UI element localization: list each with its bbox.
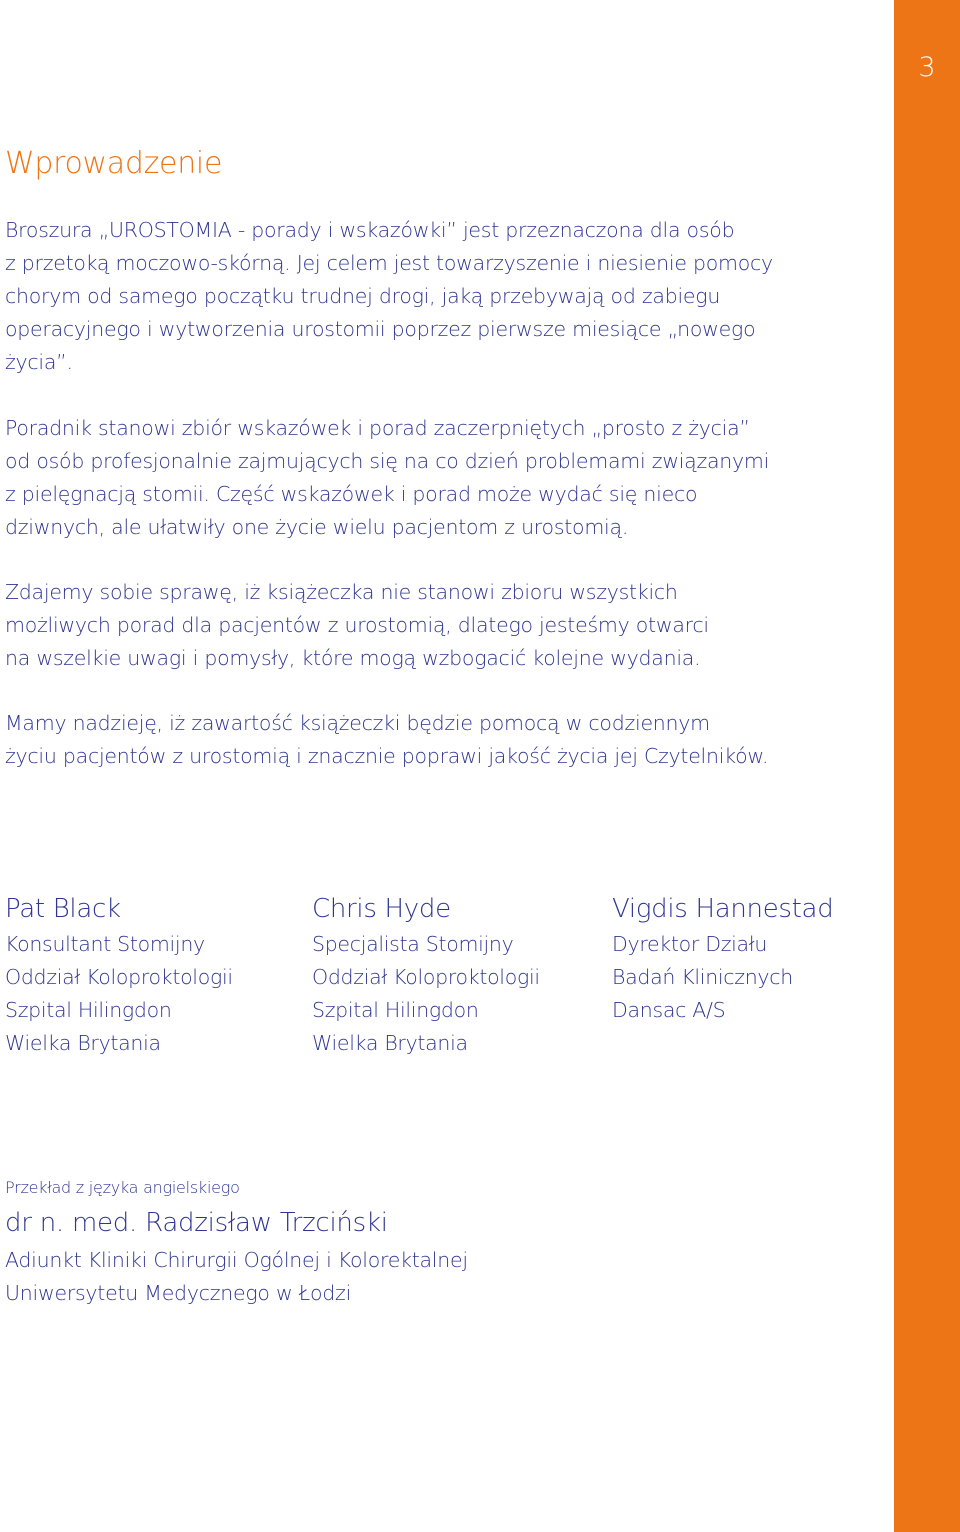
signatory-vigdis-hannestad bbox=[612, 890, 833, 1027]
signatory-line: Specjalista Stomijny bbox=[312, 932, 514, 956]
translation-credit bbox=[5, 1176, 468, 1310]
intro-paragraph-4 bbox=[5, 707, 845, 773]
signatory-line: Wielka Brytania bbox=[312, 1031, 468, 1055]
signatory-line: Badań Klinicznych bbox=[612, 965, 793, 989]
intro-paragraph-3 bbox=[5, 576, 845, 675]
translation-label: Przekład z języka angielskiego bbox=[5, 1178, 240, 1197]
paragraph-line: na wszelkie uwagi i pomysły, które mogą wzbogacić kolejne wydania. bbox=[5, 646, 701, 670]
signatory-line: Oddział Koloproktologii bbox=[312, 965, 540, 989]
signatory-name: Vigdis Hannestad bbox=[612, 894, 834, 924]
paragraph-line: Zdajemy sobie sprawę, iż książeczka nie stanowi zbioru wszystkich bbox=[5, 580, 678, 604]
signatory-chris-hyde bbox=[312, 890, 540, 1060]
paragraph-line: życiu pacjentów z urostomią i znacznie poprawi jakość życia jej Czytelników. bbox=[5, 744, 769, 768]
intro-paragraph-1 bbox=[5, 214, 845, 379]
page-number: 3 bbox=[918, 52, 936, 83]
paragraph-line: Poradnik stanowi zbiór wskazówek i porad zaczerpniętych „prosto z życia” bbox=[5, 416, 750, 440]
translator-name: dr n. med. Radzisław Trzciński bbox=[5, 1208, 388, 1238]
paragraph-line: chorym od samego początku trudnej drogi, jaką przebywają od zabiegu bbox=[5, 284, 721, 308]
signatory-line: Dansac A/S bbox=[612, 998, 726, 1022]
paragraph-line: od osób profesjonalnie zajmujących się na co dzień problemami związanymi bbox=[5, 449, 770, 473]
page-edge-bar bbox=[894, 0, 960, 1532]
page-title: Wprowadzenie bbox=[5, 146, 223, 181]
paragraph-line: Broszura „UROSTOMIA - porady i wskazówki” jest przeznaczona dla osób bbox=[5, 218, 735, 242]
signatory-line: Oddział Koloproktologii bbox=[5, 965, 233, 989]
signatory-name: Chris Hyde bbox=[312, 894, 451, 924]
paragraph-line: z pielęgnacją stomii. Część wskazówek i porad może wydać się nieco bbox=[5, 482, 698, 506]
signatory-line: Dyrektor Działu bbox=[612, 932, 768, 956]
paragraph-line: dziwnych, ale ułatwiły one życie wielu pacjentom z urostomią. bbox=[5, 515, 629, 539]
paragraph-line: z przetoką moczowo-skórną. Jej celem jest towarzyszenie i niesienie pomocy bbox=[5, 251, 773, 275]
intro-paragraph-2 bbox=[5, 412, 845, 544]
translator-affiliation-line: Uniwersytetu Medycznego w Łodzi bbox=[5, 1281, 352, 1305]
signatory-pat-black bbox=[5, 890, 233, 1060]
signatory-line: Wielka Brytania bbox=[5, 1031, 161, 1055]
signatory-line: Szpital Hilingdon bbox=[5, 998, 172, 1022]
signatory-name: Pat Black bbox=[5, 894, 121, 924]
signatory-line: Konsultant Stomijny bbox=[5, 932, 205, 956]
paragraph-line: operacyjnego i wytworzenia urostomii poprzez pierwsze miesiące „nowego bbox=[5, 317, 756, 341]
paragraph-line: życia”. bbox=[5, 350, 73, 374]
paragraph-line: Mamy nadzieję, iż zawartość książeczki będzie pomocą w codziennym bbox=[5, 711, 710, 735]
signatory-line: Szpital Hilingdon bbox=[312, 998, 479, 1022]
paragraph-line: możliwych porad dla pacjentów z urostomią, dlatego jesteśmy otwarci bbox=[5, 613, 709, 637]
translator-affiliation-line: Adiunkt Kliniki Chirurgii Ogólnej i Kolorektalnej bbox=[5, 1248, 468, 1272]
